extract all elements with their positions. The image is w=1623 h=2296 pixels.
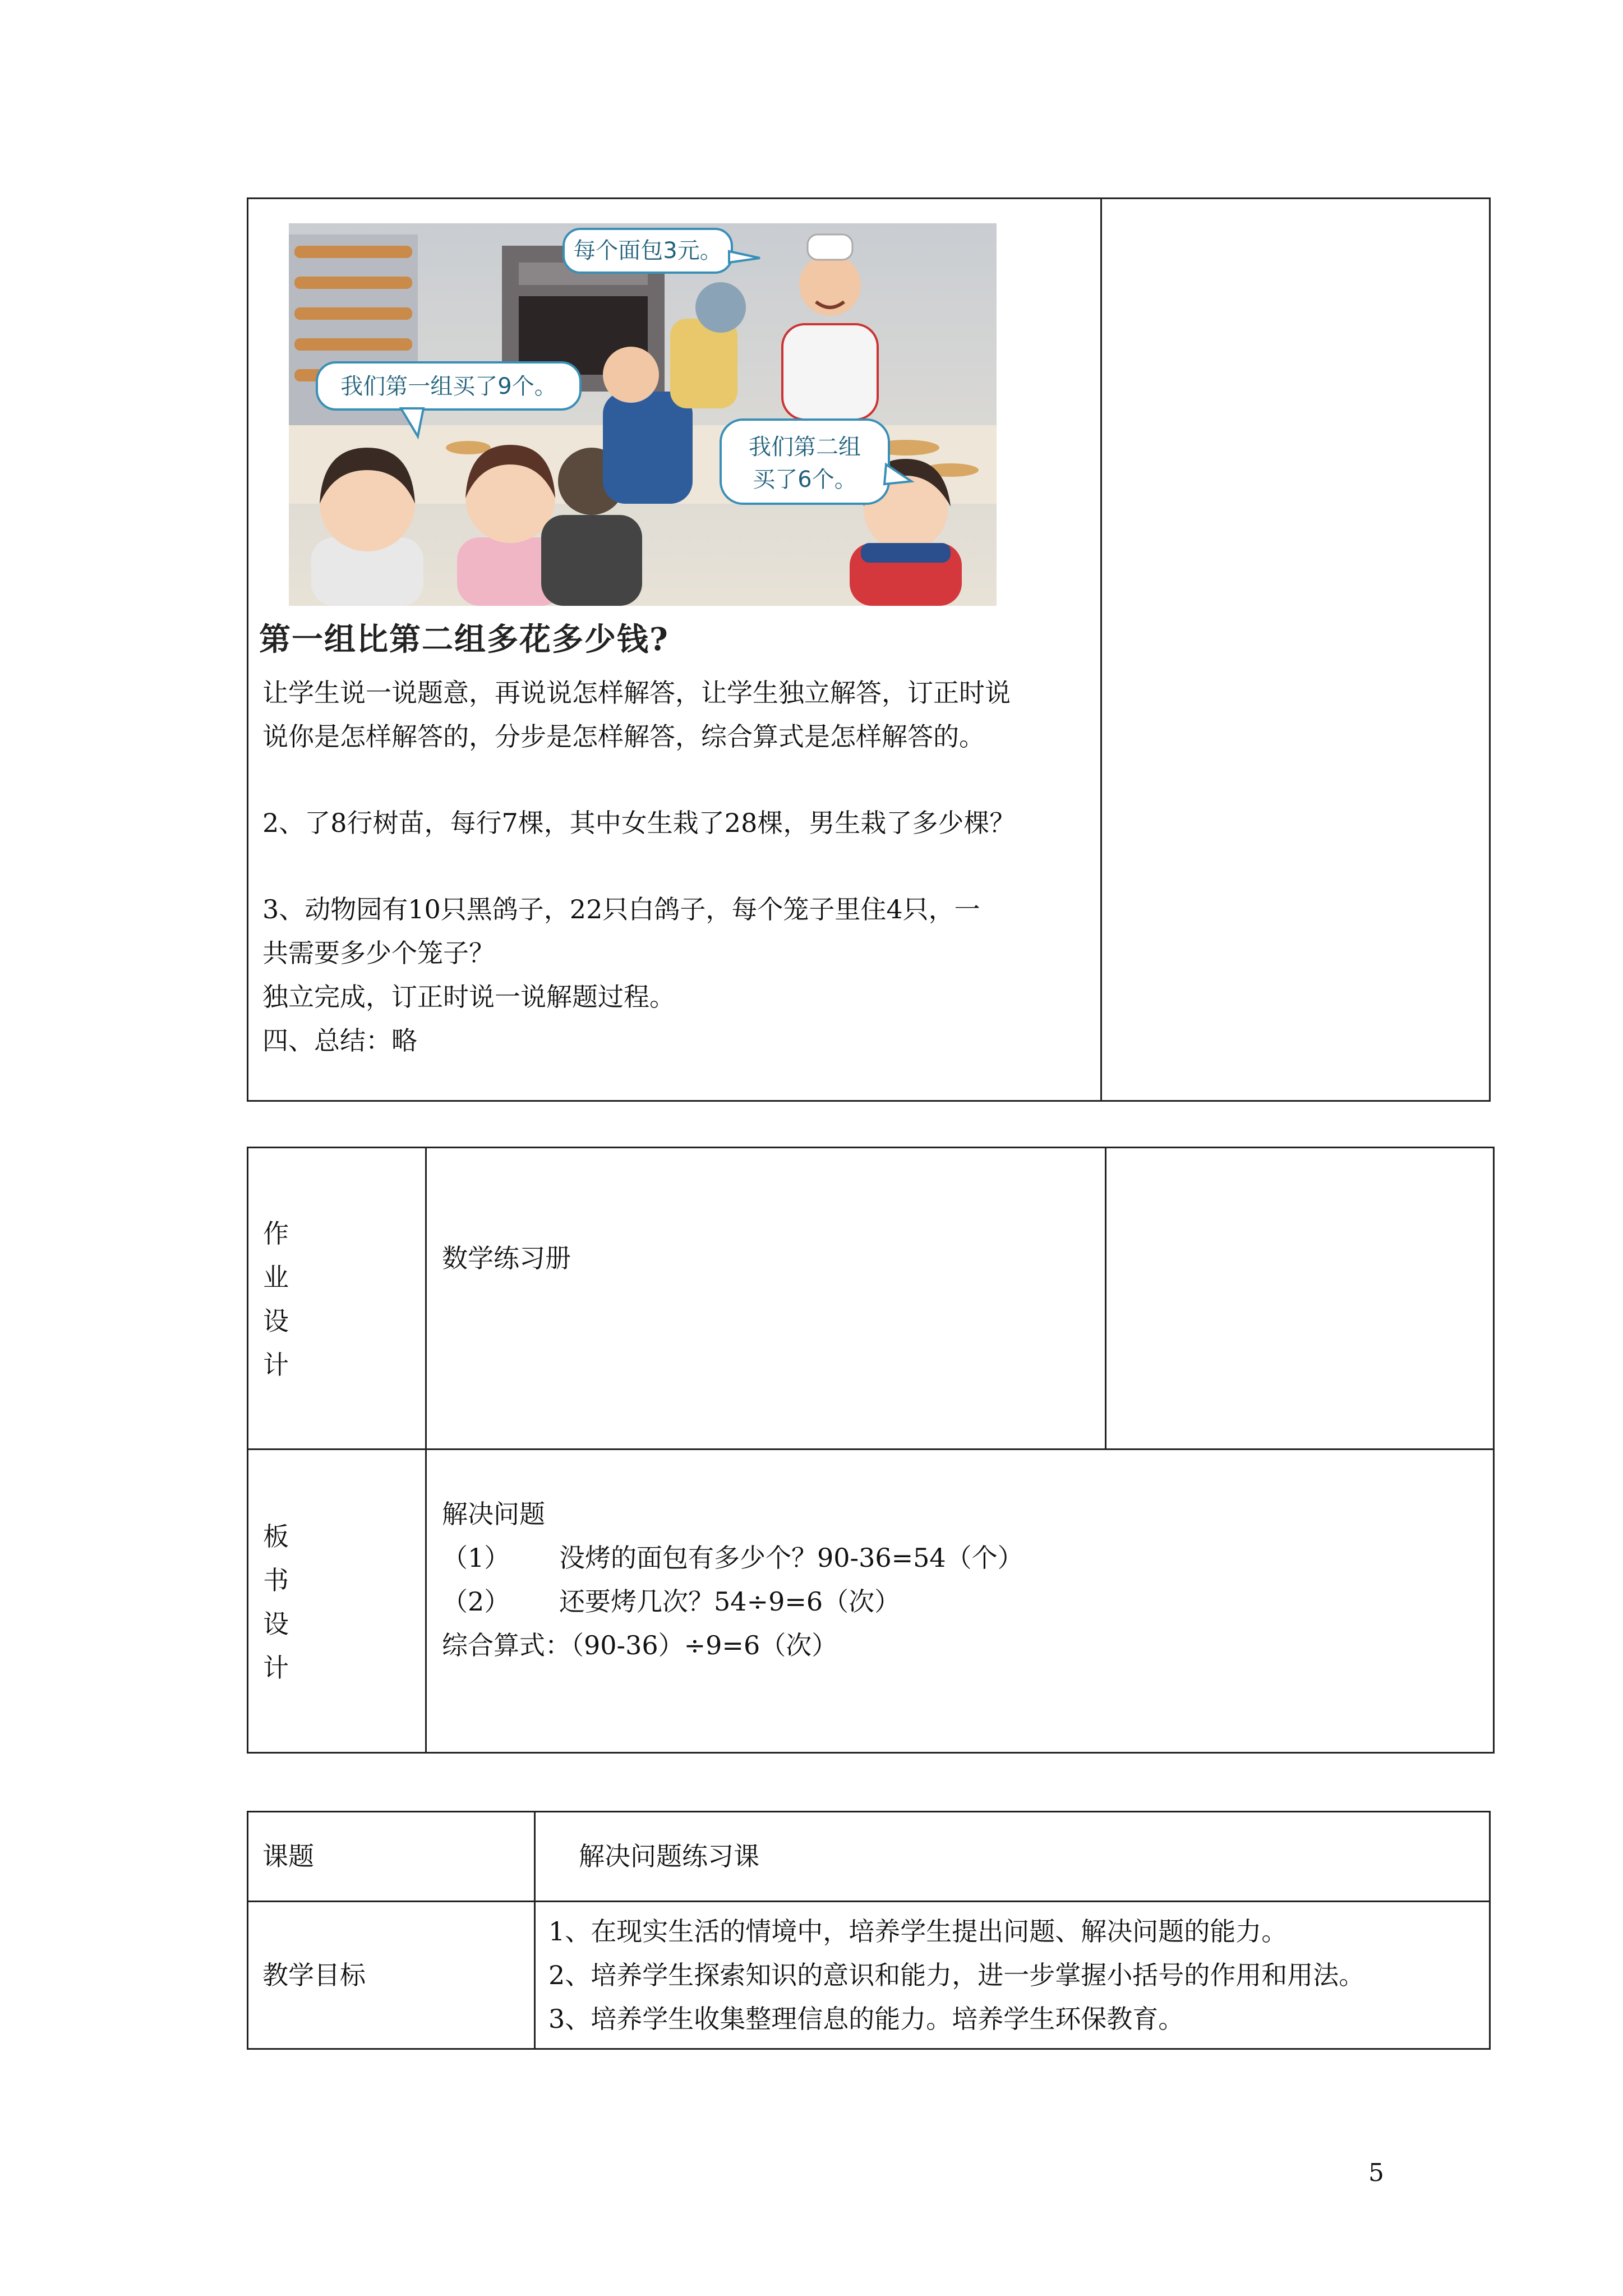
goal-line: 3、培养学生收集整理信息的能力。培养学生环保教育。 xyxy=(548,2004,1184,2034)
lesson-text-line: 2、了8行树苗，每行7棵，其中女生栽了28棵，男生栽了多少棵？ xyxy=(262,808,1016,838)
goal-label: 教学目标 xyxy=(262,1960,366,1990)
child-figure xyxy=(311,448,423,606)
homework-content: 数学练习册 xyxy=(442,1243,571,1273)
lesson-text-line: 说你是怎样解答的，分步是怎样解答，综合算式是怎样解答的。 xyxy=(262,721,985,752)
design-table-right-divider xyxy=(1105,1147,1106,1450)
svg-text:我们第二组: 我们第二组 xyxy=(749,434,861,460)
design-table-label-divider xyxy=(425,1147,427,1754)
lesson-text-line: 独立完成，订正时说一说解题过程。 xyxy=(262,982,675,1012)
lesson-text-line: 3、动物园有10只黑鸽子，22只白鸽子，每个笼子里住4只，一 xyxy=(262,894,980,924)
svg-text:买了6个。: 买了6个。 xyxy=(753,467,857,493)
design-table-row-divider xyxy=(247,1448,1495,1450)
board-line: （2） 还要烤几次？54÷9=6（次） xyxy=(442,1586,901,1617)
board-line: 解决问题 xyxy=(442,1499,545,1529)
speech-bubble-group2 xyxy=(721,420,911,504)
page-number: 5 xyxy=(1368,2159,1384,2187)
lesson-info-column-divider xyxy=(534,1811,536,2050)
lesson-info-row-divider xyxy=(247,1901,1491,1902)
bakery-illustration xyxy=(289,223,997,606)
svg-text:我们第一组买了9个。: 我们第一组买了9个。 xyxy=(340,374,557,399)
lesson-text-line: 让学生说一说题意，再说说怎样解答，让学生独立解答，订正时说 xyxy=(262,678,1011,708)
question-title: 第一组比第二组多花多少钱? xyxy=(259,621,669,658)
topic-value: 解决问题练习课 xyxy=(579,1841,759,1871)
goal-line: 1、在现实生活的情境中，培养学生提出问题、解决问题的能力。 xyxy=(548,1916,1288,1947)
goal-line: 2、培养学生探索知识的意识和能力，进一步掌握小括号的作用和用法。 xyxy=(548,1960,1365,1990)
lesson-table-divider xyxy=(1100,197,1102,1102)
board-line: （1） 没烤的面包有多少个？90-36=54（个） xyxy=(442,1543,1023,1573)
board-line: 综合算式：（90-36）÷9=6（次） xyxy=(442,1630,838,1660)
board-label: 板 书 设 计 xyxy=(263,1521,289,1683)
topic-label: 课题 xyxy=(262,1841,314,1871)
lesson-text-line: 共需要多少个笼子？ xyxy=(262,938,495,968)
lesson-text-line: 四、总结：略 xyxy=(262,1025,417,1056)
homework-label: 作 业 设 计 xyxy=(263,1218,289,1380)
design-table xyxy=(247,1147,1495,1754)
svg-text:每个面包3元。: 每个面包3元。 xyxy=(573,238,722,264)
